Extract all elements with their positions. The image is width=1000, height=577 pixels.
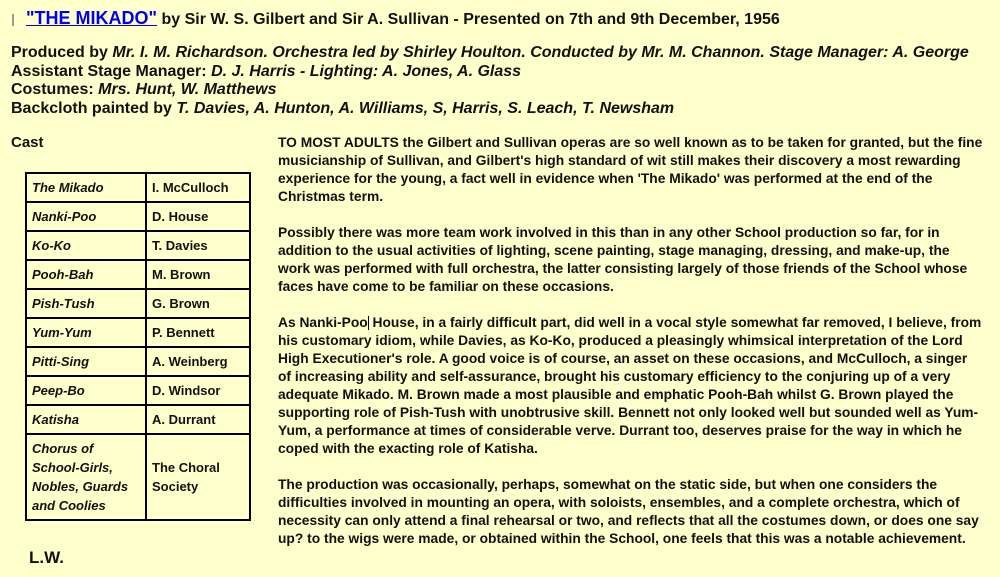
article-paragraph: Possibly there was more team work involved in this than in any other School production so far, for in addition to the usual activities of lighting, scene painting, stage managing, dressing, and make-up, the work was performed with full orchestra, the latter consisting largely of those friends of the School whose faces have come to be familiar on these occasions.: [278, 225, 968, 294]
cast-actor: A. Durrant: [146, 405, 250, 434]
credit-assistant-stage-manager: Assistant Stage Manager: D. J. Harris - Lighting: A. Jones, A. Glass: [11, 62, 522, 80]
article-paragraph: The production was occasionally, perhaps, somewhat on the static side, but when one considers the difficulties involved in mounting an opera, with soloists, ensembles, and a complete orchestra, which of necessity can only attend a final rehearsal or two, and reflects that all the costumes down, or does one say up? to the wigs were made, or obtained within the School, one feels that this was a notable achievement.: [278, 477, 979, 546]
table-row-chorus: [26, 434, 250, 520]
table-row: [26, 318, 250, 347]
cast-role: Ko-Ko: [26, 231, 146, 260]
table-row: [26, 202, 250, 231]
cast-role: Katisha: [26, 405, 146, 434]
table-row: [26, 347, 250, 376]
cast-actor: P. Bennett: [146, 318, 250, 347]
cast-role: Yum-Yum: [26, 318, 146, 347]
cast-heading: Cast: [11, 134, 44, 151]
article-paragraph: TO MOST ADULTS the Gilbert and Sullivan operas are so well known as to be taken for granted, but the fine musicianship of Sullivan, and Gilbert's high standard of wit still makes their discovery a most rewarding experience for the young, a fact well in evidence when 'The Mikado' was performed at the end of the Christmas term.: [278, 135, 983, 204]
author-signature: L.W.: [29, 548, 64, 567]
production-credits: [11, 44, 991, 118]
table-row: [26, 173, 250, 202]
cast-actor-chorus: The Choral Society: [146, 434, 250, 520]
header-subtitle: by Sir W. S. Gilbert and Sir A. Sullivan - Presented on 7th and 9th December, 1956: [157, 11, 780, 28]
credit-produced: Produced by Mr. I. M. Richardson. Orchestra led by Shirley Houlton. Conducted by Mr. M. Channon. Stage Manager: A. George: [11, 44, 969, 61]
cast-table: [25, 172, 251, 521]
cast-role-chorus: Chorus of School-Girls, Nobles, Guards and Coolies: [26, 434, 146, 520]
cast-actor: D. Windsor: [146, 376, 250, 405]
review-article: [278, 134, 983, 566]
page-header: [10, 8, 990, 29]
table-row: [26, 405, 250, 434]
cast-actor: I. McCulloch: [146, 173, 250, 202]
cast-actor: D. House: [146, 202, 250, 231]
cast-role: Nanki-Poo: [26, 202, 146, 231]
article-paragraph: As Nanki-Poo House, in a fairly difficult part, did well in a vocal style somewhat far removed, I believe, from his customary idiom, while Davies, as Ko-Ko, produced a pleasingly whimsical interpretation of the Lord High Executioner's role. A good voice is of course, an asset on these occasions, and McCulloch, a singer of increasing ability and self-assurance, brought his customary efficiency to the conjuring up of a very adequate Mikado. M. Brown made a most plausible and emphatic Pooh-Bah whilst G. Brown played the supporting role of Pish-Tush with unobtrusive skill. Bennett not only looked well but sounded well as Yum-Yum, a performance at times of considerable verve. Durrant too, deserves praise for the way in which he coped with the exacting role of Katisha.: [278, 315, 982, 456]
cast-role: Pitti-Sing: [26, 347, 146, 376]
table-row: [26, 289, 250, 318]
cast-actor: A. Weinberg: [146, 347, 250, 376]
cast-role: Pish-Tush: [26, 289, 146, 318]
cast-actor: T. Davies: [146, 231, 250, 260]
cast-role: Pooh-Bah: [26, 260, 146, 289]
cast-role: Peep-Bo: [26, 376, 146, 405]
table-row: [26, 231, 250, 260]
table-row: [26, 376, 250, 405]
cast-role: The Mikado: [26, 173, 146, 202]
cast-actor: M. Brown: [146, 260, 250, 289]
cast-actor: G. Brown: [146, 289, 250, 318]
bullet-icon: [12, 14, 14, 26]
credit-backcloth: Backcloth painted by T. Davies, A. Hunton, A. Williams, S, Harris, S. Leach, T. Newsham: [11, 99, 675, 117]
mikado-title-link[interactable]: "THE MIKADO": [26, 8, 158, 28]
table-row: [26, 260, 250, 289]
credit-costumes: Costumes: Mrs. Hunt, W. Matthews: [11, 81, 277, 98]
